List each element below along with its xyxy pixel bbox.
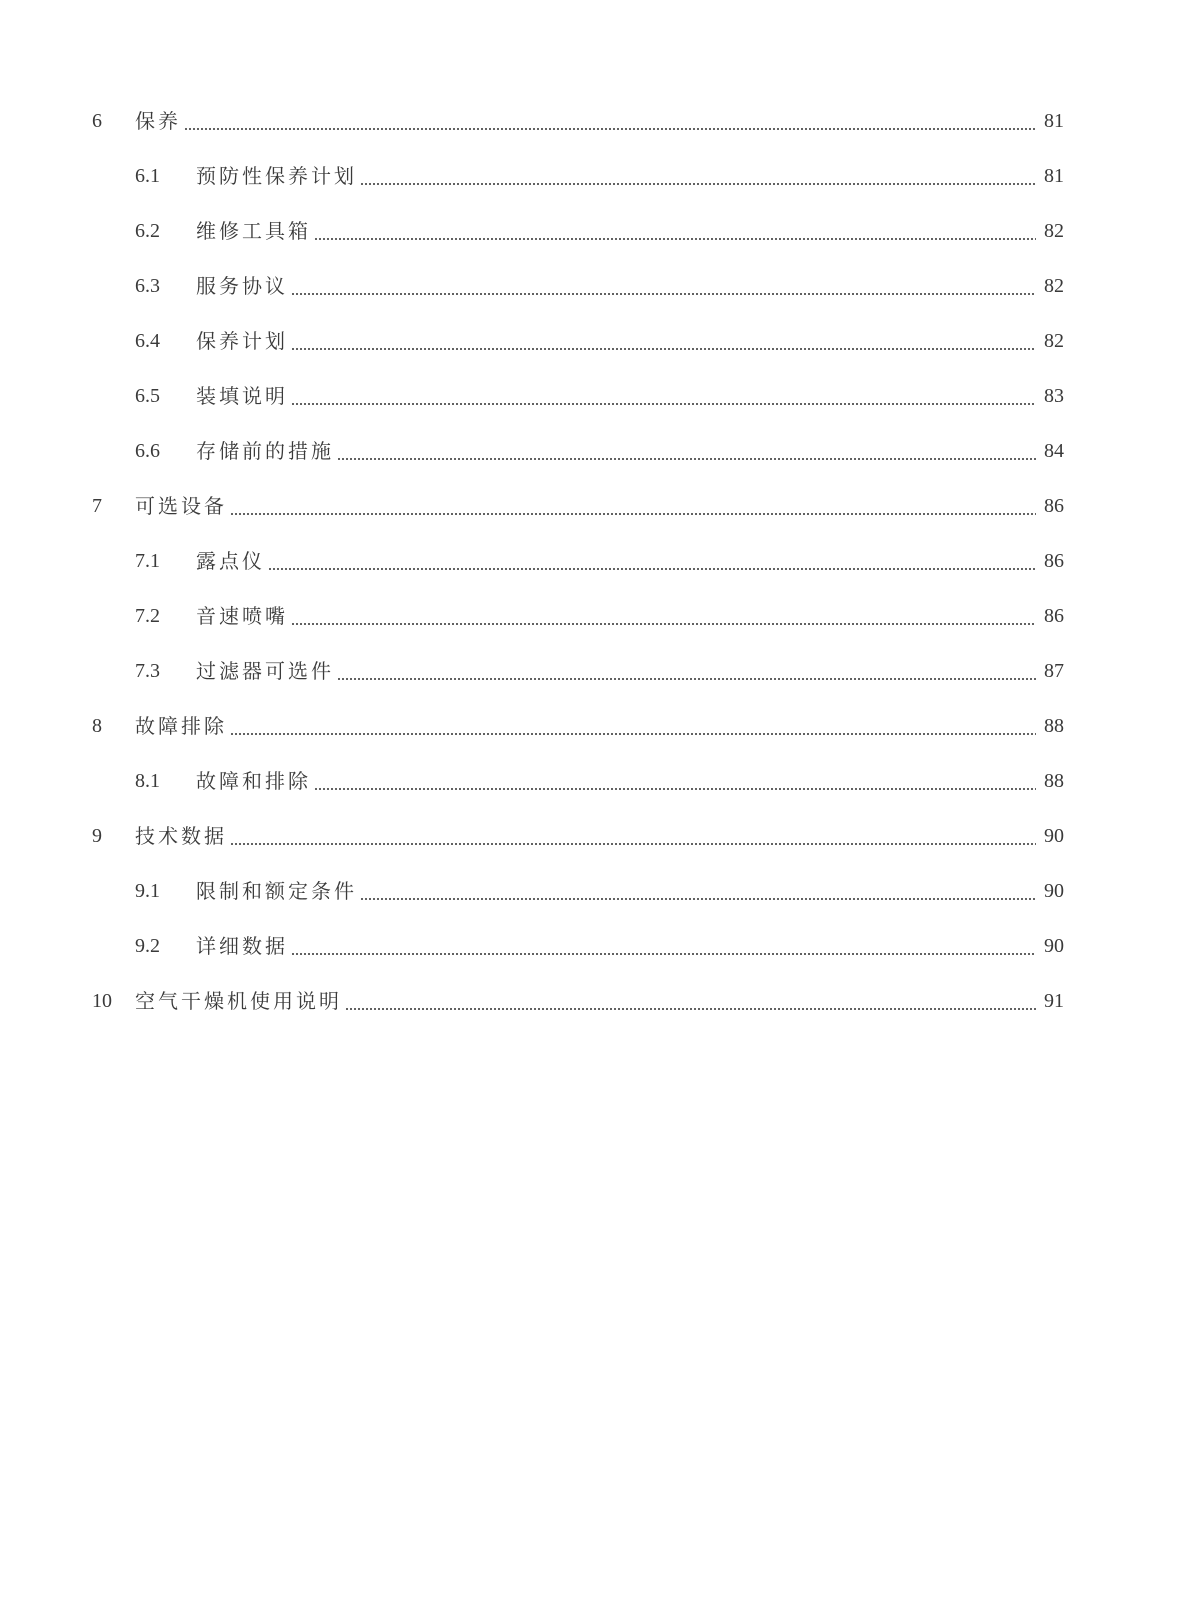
toc-entry-title: 故障和排除 [196, 769, 311, 793]
dot-leader [184, 101, 1036, 141]
toc-entry-number: 9 [92, 825, 102, 847]
dot-leader [291, 321, 1036, 361]
toc-entry-title: 保养 [135, 109, 181, 133]
dot-leader [291, 266, 1036, 306]
toc-entry[interactable] [0, 101, 1179, 141]
toc-entry-page: 90 [1044, 880, 1064, 902]
toc-entry-number: 9.2 [135, 935, 160, 957]
toc-entry-page: 90 [1044, 935, 1064, 957]
toc-entry-number: 7.3 [135, 660, 160, 682]
dot-leader [291, 926, 1036, 966]
toc-entry-number: 6.5 [135, 385, 160, 407]
toc-entry-title: 限制和额定条件 [196, 879, 357, 903]
toc-entry-title: 服务协议 [196, 274, 288, 298]
toc-entry[interactable] [0, 486, 1179, 526]
toc-entry-number: 8 [92, 715, 102, 737]
toc-entry[interactable] [0, 541, 1179, 581]
dot-leader [291, 596, 1036, 636]
toc-entry[interactable] [0, 651, 1179, 691]
toc-entry[interactable] [0, 981, 1179, 1021]
toc-entry-page: 91 [1044, 990, 1064, 1012]
toc-entry[interactable] [0, 871, 1179, 911]
toc-entry-title: 音速喷嘴 [196, 604, 288, 628]
toc-entry-page: 86 [1044, 605, 1064, 627]
dot-leader [337, 651, 1036, 691]
dot-leader [337, 431, 1036, 471]
toc-entry-page: 84 [1044, 440, 1064, 462]
toc-entry-page: 90 [1044, 825, 1064, 847]
toc-entry[interactable] [0, 321, 1179, 361]
dot-leader [291, 376, 1036, 416]
toc-entry-page: 83 [1044, 385, 1064, 407]
toc-entry[interactable] [0, 266, 1179, 306]
toc-entry-title: 维修工具箱 [196, 219, 311, 243]
toc-entry-page: 82 [1044, 275, 1064, 297]
toc-entry-title: 故障排除 [135, 714, 227, 738]
toc-entry-title: 技术数据 [135, 824, 227, 848]
toc-entry[interactable] [0, 706, 1179, 746]
dot-leader [230, 486, 1036, 526]
dot-leader [360, 156, 1036, 196]
toc-entry-page: 86 [1044, 550, 1064, 572]
toc-entry[interactable] [0, 596, 1179, 636]
toc-entry-title: 装填说明 [196, 384, 288, 408]
toc-entry-number: 8.1 [135, 770, 160, 792]
toc-entry[interactable] [0, 816, 1179, 856]
dot-leader [314, 761, 1036, 801]
toc-entry-number: 6.3 [135, 275, 160, 297]
toc-entry-number: 6.4 [135, 330, 160, 352]
dot-leader [314, 211, 1036, 251]
dot-leader [230, 816, 1036, 856]
toc-entry[interactable] [0, 926, 1179, 966]
toc-entry-title: 存储前的措施 [196, 439, 334, 463]
dot-leader [345, 981, 1036, 1021]
toc-entry[interactable] [0, 761, 1179, 801]
dot-leader [230, 706, 1036, 746]
toc-entry-title: 过滤器可选件 [196, 659, 334, 683]
toc-entry-number: 7 [92, 495, 102, 517]
dot-leader [360, 871, 1036, 911]
toc-entry-page: 88 [1044, 770, 1064, 792]
toc-entry-page: 88 [1044, 715, 1064, 737]
dot-leader [268, 541, 1036, 581]
toc-entry-title: 保养计划 [196, 329, 288, 353]
toc-entry-number: 6 [92, 110, 102, 132]
toc-entry-number: 6.2 [135, 220, 160, 242]
toc-entry-number: 6.6 [135, 440, 160, 462]
toc-entry-page: 87 [1044, 660, 1064, 682]
toc-entry-title: 露点仪 [196, 549, 265, 573]
toc-entry-title: 详细数据 [196, 934, 288, 958]
toc-entry-title: 预防性保养计划 [196, 164, 357, 188]
toc-entry[interactable] [0, 376, 1179, 416]
toc-entry-number: 6.1 [135, 165, 160, 187]
toc-entry-number: 10 [92, 990, 112, 1012]
toc-entry-page: 82 [1044, 220, 1064, 242]
toc-entry-number: 9.1 [135, 880, 160, 902]
toc-entry[interactable] [0, 431, 1179, 471]
toc-entry-number: 7.2 [135, 605, 160, 627]
toc-entry-title: 可选设备 [135, 494, 227, 518]
toc-entry-page: 82 [1044, 330, 1064, 352]
toc-entry[interactable] [0, 211, 1179, 251]
toc-entry-title: 空气干燥机使用说明 [135, 989, 342, 1013]
toc-entry-page: 81 [1044, 165, 1064, 187]
toc-entry-page: 81 [1044, 110, 1064, 132]
toc-entry-number: 7.1 [135, 550, 160, 572]
toc-entry-page: 86 [1044, 495, 1064, 517]
toc-entry[interactable] [0, 156, 1179, 196]
